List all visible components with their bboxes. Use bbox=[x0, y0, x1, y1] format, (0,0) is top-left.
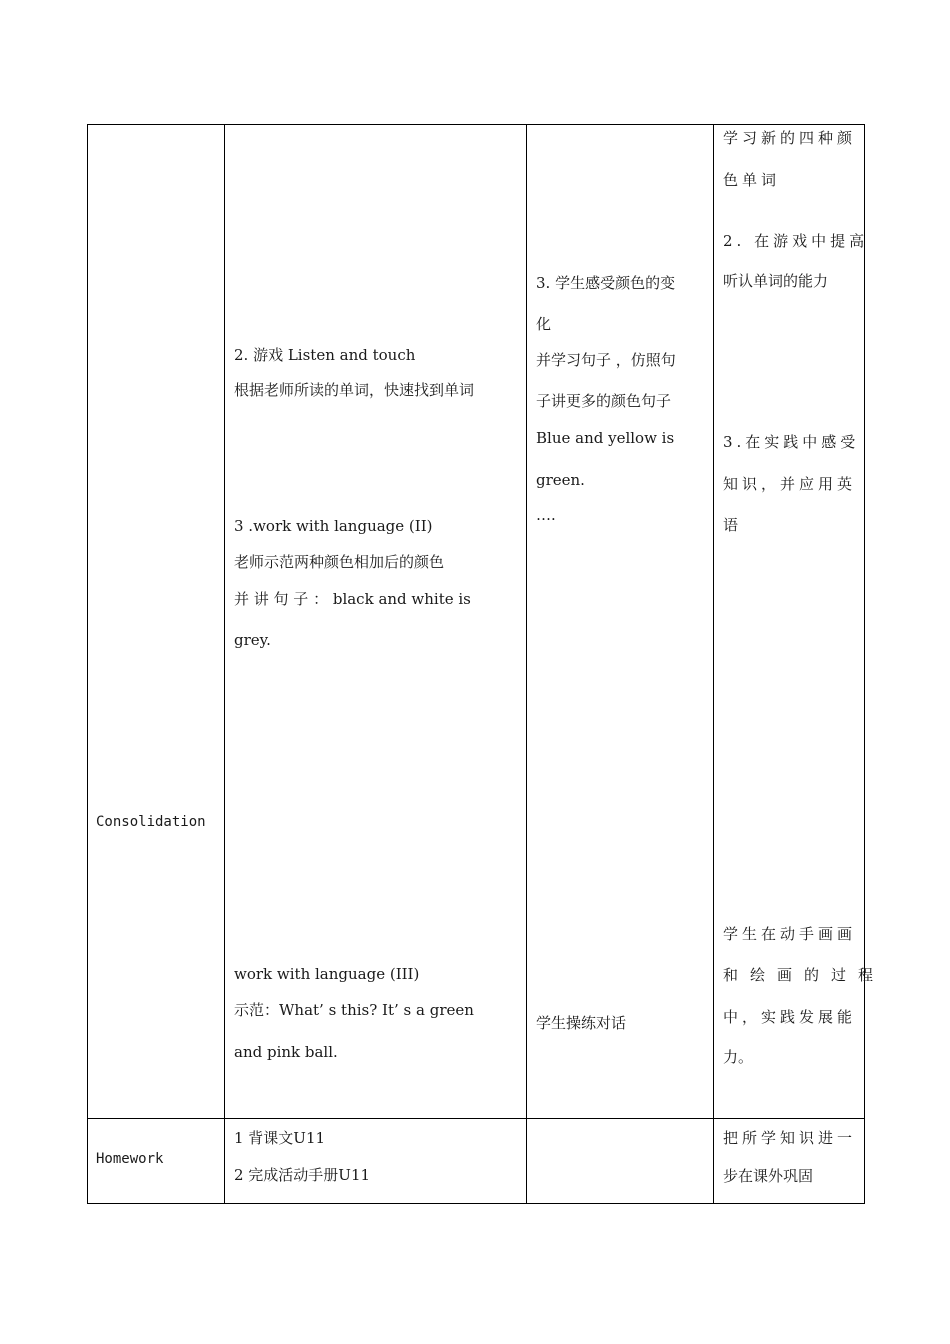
purpose-3-end: 语 bbox=[723, 516, 743, 534]
purpose-1: 学习新的四种颜 bbox=[723, 129, 857, 147]
homework-stage-cell bbox=[88, 1119, 225, 1204]
homework-task-1: 1 背课文U11 bbox=[234, 1129, 326, 1147]
purpose-2-cont: 听认单词的能力 bbox=[723, 272, 829, 290]
homework-row bbox=[88, 1119, 865, 1204]
purpose-cell bbox=[714, 125, 886, 1119]
language-iii-demo-end: and pink ball. bbox=[234, 1043, 338, 1061]
student-step-3-cont: 化 bbox=[536, 315, 552, 333]
homework-label: Homework bbox=[96, 1151, 164, 1167]
purpose-3-cont: 知识，并应用英 bbox=[723, 475, 857, 493]
student-practice-dialogue: 学生操练对话 bbox=[536, 1014, 627, 1032]
game-description: 根据老师所读的单词，快速找到单词 bbox=[234, 381, 475, 399]
language-iii-title: work with language (III) bbox=[234, 965, 420, 983]
purpose-4-cont2: 中，实践发展能 bbox=[723, 1008, 857, 1026]
student-activity-cell bbox=[527, 125, 714, 1119]
student-example-end: green. bbox=[536, 471, 585, 489]
student-more-sentences: 子讲更多的颜色句子 bbox=[536, 392, 672, 410]
homework-purpose-cont: 步在课外巩固 bbox=[723, 1167, 814, 1185]
student-step-3: 3. 学生感受颜色的变 bbox=[536, 274, 676, 292]
language-iii-demo: 示范：What’ s this? It’ s a green bbox=[234, 1001, 474, 1019]
language-ii-description: 老师示范两种颜色相加后的颜色 bbox=[234, 553, 445, 571]
homework-tasks-cell bbox=[225, 1119, 527, 1204]
lesson-plan-table bbox=[87, 124, 886, 1204]
purpose-3: 3.在实践中感受 bbox=[723, 433, 860, 451]
language-ii-sentence: 并 讲 句 子 ： black and white is bbox=[234, 590, 471, 608]
language-ii-sentence-end: grey. bbox=[234, 631, 271, 649]
language-ii-title: 3 .work with language (II) bbox=[234, 517, 433, 535]
purpose-2: 2. 在游戏中提高 bbox=[723, 232, 869, 250]
homework-task-2: 2 完成活动手册U11 bbox=[234, 1166, 371, 1184]
student-learn-sentence: 并学习句子 ，仿照句 bbox=[536, 351, 676, 369]
purpose-4: 学生在动手画画 bbox=[723, 925, 857, 943]
stage-label: Consolidation bbox=[96, 814, 206, 830]
homework-purpose-cell bbox=[714, 1119, 865, 1204]
student-ellipsis: …. bbox=[536, 506, 556, 524]
homework-purpose: 把所学知识进一 bbox=[723, 1129, 857, 1147]
purpose-4-end: 力。 bbox=[723, 1048, 754, 1066]
stage-cell bbox=[88, 125, 225, 1119]
student-example: Blue and yellow is bbox=[536, 429, 675, 447]
teacher-activity-cell bbox=[225, 125, 527, 1119]
purpose-4-cont: 和绘画的过程 bbox=[723, 966, 886, 984]
purpose-1-cont: 色单词 bbox=[723, 171, 781, 189]
consolidation-row bbox=[88, 125, 865, 1119]
homework-student-cell bbox=[527, 1119, 714, 1204]
game-title: 2. 游戏 Listen and touch bbox=[234, 346, 416, 364]
